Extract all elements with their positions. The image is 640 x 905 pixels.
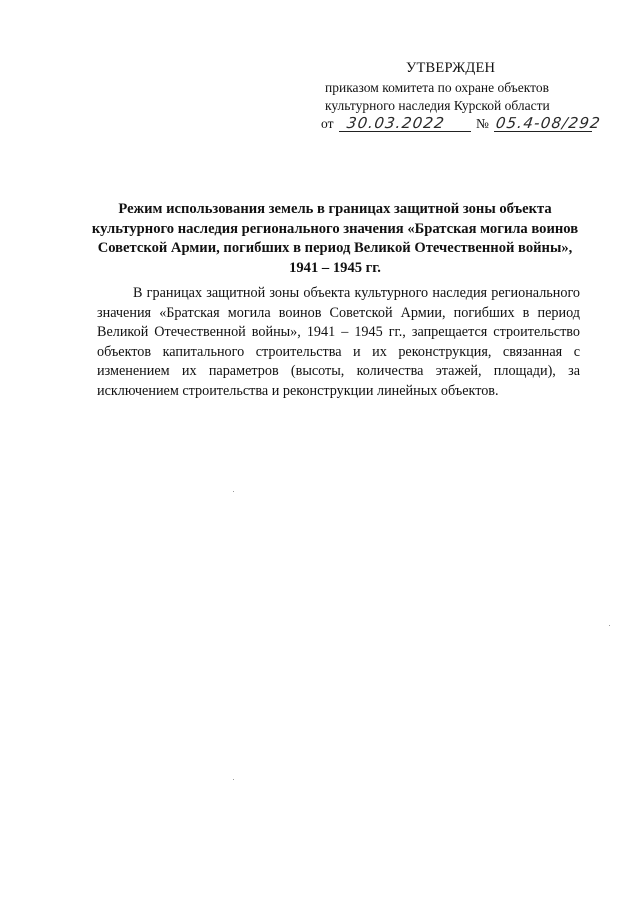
date-prefix: от	[321, 116, 334, 131]
approval-issuer-line-2: культурного наследия Курской области	[325, 98, 550, 113]
scan-speck	[233, 491, 234, 492]
approval-issuer-line-1: приказом комитета по охране объектов	[325, 80, 549, 95]
handwritten-date: 30.03.2022	[345, 114, 447, 132]
approval-heading: УТВЕРЖДЕН	[406, 60, 496, 76]
document-body-paragraph: В границах защитной зоны объекта культурного наследия регионального значения «Братская могила воинов Советской Армии, погибших в период Великой Отечественной войны», 1941 – 1945 гг., запрещается строительство объектов капитального строительства и их реконструкция, связанная с изменением их параметров (высоты, количества этажей, площади), за исключением строительства и реконструкции линейных объектов.	[97, 285, 580, 399]
number-prefix: №	[476, 116, 489, 131]
scan-speck	[233, 779, 234, 780]
approval-stamp	[0, 0, 640, 140]
approval-date-number-row	[321, 113, 611, 135]
document-title: Режим использования земель в границах защитной зоны объекта культурного наследия регионального значения «Братская могила воинов Советской Армии, погибших в период Великой Отечественной войны», 1941 – 1945 гг.	[91, 201, 579, 276]
scan-speck	[609, 625, 610, 626]
handwritten-number: 05.4-08/292	[494, 114, 603, 132]
